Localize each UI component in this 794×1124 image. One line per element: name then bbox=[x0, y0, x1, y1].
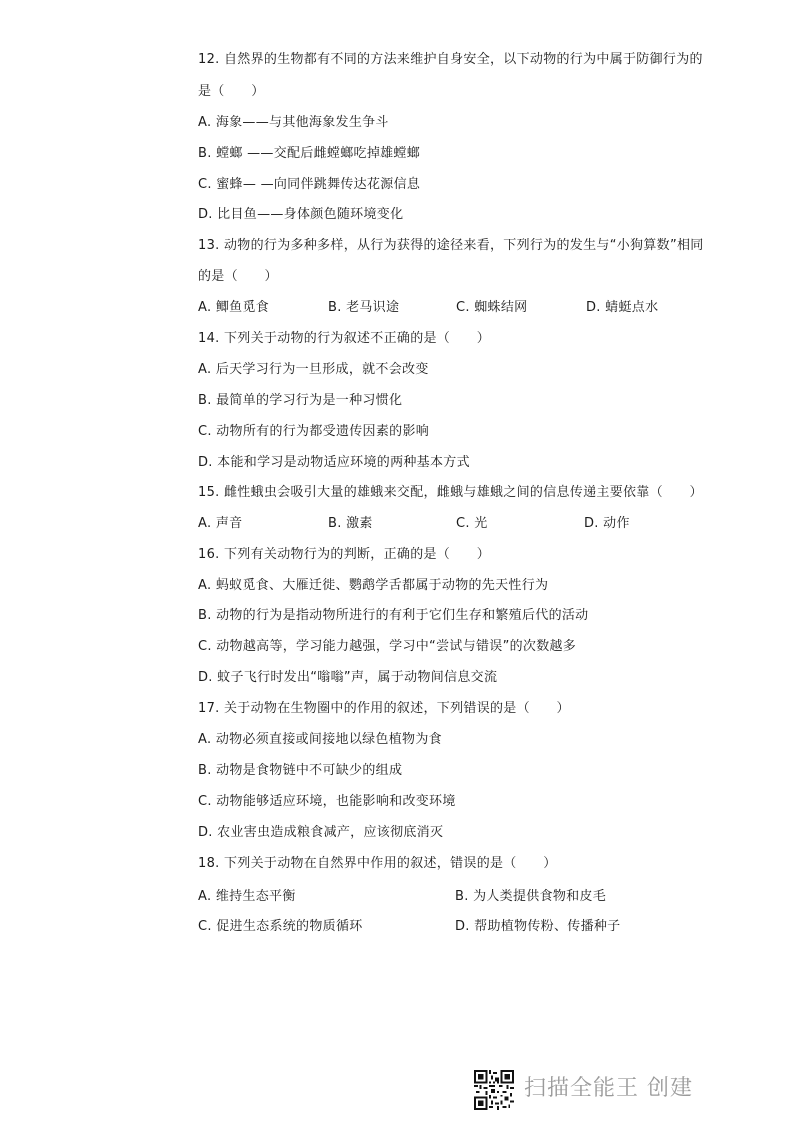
q12-option-c: C. 蜜蜂— —向同伴跳舞传达花源信息 bbox=[198, 177, 421, 192]
q18-option-a: A. 维持生态平衡 bbox=[198, 889, 296, 904]
scanner-watermark bbox=[474, 1068, 724, 1112]
q13-option-b: B. 老马识途 bbox=[328, 300, 400, 315]
q17-option-a: A. 动物必须直接或间接地以绿色植物为食 bbox=[198, 732, 442, 747]
q12-stem-line-2: 是（ ） bbox=[198, 84, 265, 99]
q14-option-d: D. 本能和学习是动物适应环境的两种基本方式 bbox=[198, 455, 470, 470]
scanner-brand-text: 扫描全能王 创建 bbox=[524, 1076, 693, 1101]
q13-option-a: A. 鲫鱼觅食 bbox=[198, 300, 270, 315]
q16-option-c: C. 动物越高等，学习能力越强，学习中“尝试与错误”的次数越多 bbox=[198, 639, 577, 654]
q17-option-b: B. 动物是食物链中不可缺少的组成 bbox=[198, 763, 403, 778]
q12-option-d: D. 比目鱼——身体颜色随环境变化 bbox=[198, 207, 404, 222]
q12-option-a: A. 海象——与其他海象发生争斗 bbox=[198, 115, 389, 130]
q14-option-a: A. 后天学习行为一旦形成，就不会改变 bbox=[198, 362, 429, 377]
q16-option-b: B. 动物的行为是指动物所进行的有利于它们生存和繁殖后代的活动 bbox=[198, 608, 589, 623]
q13-stem-line-2: 的是（ ） bbox=[198, 269, 278, 284]
q12-option-b: B. 螳螂 ——交配后雌螳螂吃掉雄螳螂 bbox=[198, 146, 421, 161]
q17-stem: 17. 关于动物在生物圈中的作用的叙述，下列错误的是（ ） bbox=[198, 701, 570, 716]
q13-stem-line-1: 13. 动物的行为多种多样，从行为获得的途径来看，下列行为的发生与“小狗算数”相同 bbox=[198, 238, 704, 253]
q16-option-d: D. 蚊子飞行时发出“嗡嗡”声，属于动物间信息交流 bbox=[198, 670, 498, 685]
q15-option-d: D. 动作 bbox=[584, 516, 630, 531]
q14-option-b: B. 最简单的学习行为是一种习惯化 bbox=[198, 393, 403, 408]
q13-option-c: C. 蜘蛛结网 bbox=[456, 300, 528, 315]
q13-option-d: D. 蜻蜓点水 bbox=[586, 300, 659, 315]
q15-stem: 15. 雌性蛾虫会吸引大量的雄蛾来交配，雌蛾与雄蛾之间的信息传递主要依靠（ ） bbox=[198, 485, 703, 500]
q15-option-a: A. 声音 bbox=[198, 516, 243, 531]
q16-stem: 16. 下列有关动物行为的判断，正确的是（ ） bbox=[198, 547, 491, 562]
q18-stem: 18. 下列关于动物在自然界中作用的叙述，错误的是（ ） bbox=[198, 856, 557, 871]
q14-stem: 14. 下列关于动物的行为叙述不正确的是（ ） bbox=[198, 331, 491, 346]
q17-option-d: D. 农业害虫造成粮食减产，应该彻底消灭 bbox=[198, 825, 444, 840]
q18-option-c: C. 促进生态系统的物质循环 bbox=[198, 919, 363, 934]
q15-option-b: B. 激素 bbox=[328, 516, 373, 531]
q15-option-c: C. 光 bbox=[456, 516, 488, 531]
qr-code-icon bbox=[474, 1070, 514, 1110]
q18-option-b: B. 为人类提供食物和皮毛 bbox=[455, 889, 607, 904]
q18-option-d: D. 帮助植物传粉、传播种子 bbox=[455, 919, 621, 934]
q17-option-c: C. 动物能够适应环境，也能影响和改变环境 bbox=[198, 794, 456, 809]
q16-option-a: A. 蚂蚁觅食、大雁迁徙、鹦鹉学舌都属于动物的先天性行为 bbox=[198, 578, 549, 593]
q14-option-c: C. 动物所有的行为都受遗传因素的影响 bbox=[198, 424, 430, 439]
q12-stem-line-1: 12. 自然界的生物都有不同的方法来维护自身安全，以下动物的行为中属于防御行为的 bbox=[198, 52, 703, 67]
